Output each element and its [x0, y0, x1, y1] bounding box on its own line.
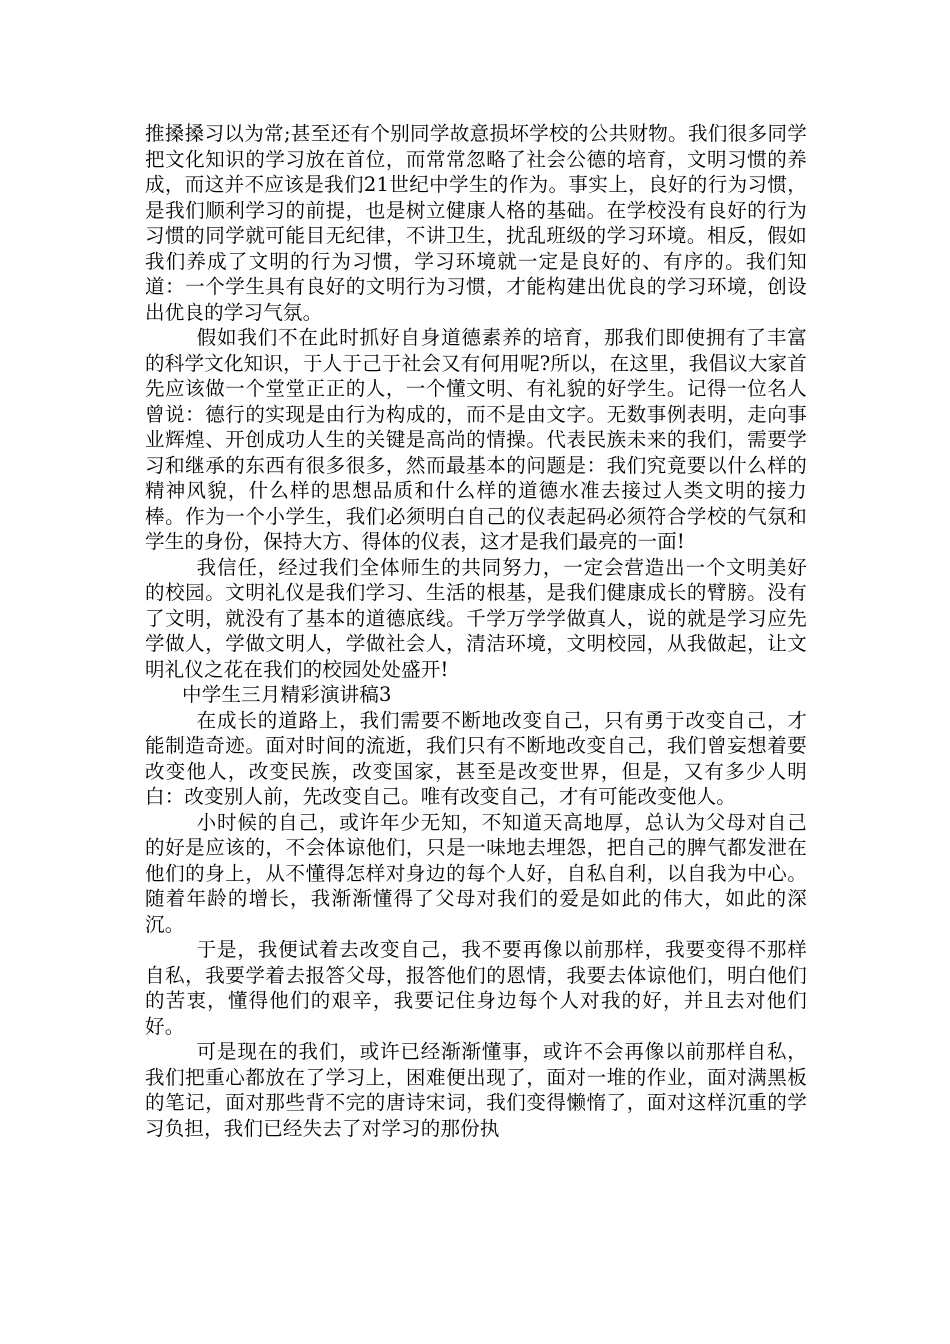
paragraph-2: 假如我们不在此时抓好自身道德素养的培育，那我们即使拥有了丰富的科学文化知识，于人于己于社会又有何用呢?所以，在这里，我倡议大家首先应该做一个堂堂正正的人，一个懂文明、有礼貌的好学生。记得一位名人曾说：德行的实现是由行为构成的，而不是由文字。无数事例表明，走向事业辉煌、开创成功人生的关键是高尚的情操。代表民族未来的我们，需要学习和继承的东西有很多很多，然而最基本的问题是：我们究竟要以什么样的精神风貌，什么样的思想品质和什么样的道德水准去接过人类文明的接力棒。作为一个小学生，我们必须明白自己的仪表起码必须符合学校的气氛和学生的身份，保持大方、得体的仪表，这才是我们最亮的一面!: [145, 326, 807, 553]
paragraph-1: 推搡搡习以为常;甚至还有个别同学故意损坏学校的公共财物。我们很多同学把文化知识的学习放在首位，而常常忽略了社会公德的培育，文明习惯的养成，而这并不应该是我们21世纪中学生的作为。事实上，良好的行为习惯，是我们顺利学习的前提，也是树立健康人格的基础。在学校没有良好的行为习惯的同学就可能目无纪律，不讲卫生，扰乱班级的学习环境。相反，假如我们养成了文明的行为习惯，学习环境就一定是良好的、有序的。我们知道：一个学生具有良好的文明行为习惯，才能构建出优良的学习环境，创设出优良的学习气氛。: [145, 122, 807, 324]
paragraph-4: 在成长的道路上，我们需要不断地改变自己，只有勇于改变自己，才能制造奇迹。面对时间的流逝，我们只有不断地改变自己，我们曾妄想着要改变他人，改变民族，改变国家，甚至是改变世界，但是，又有多少人明白：改变别人前，先改变自己。唯有改变自己，才有可能改变他人。: [145, 708, 807, 808]
paragraph-5: 小时候的自己，或许年少无知，不知道天高地厚，总认为父母对自己的好是应该的，不会体谅他们，只是一味地去埋怨，把自己的脾气都发泄在他们的身上，从不懂得怎样对身边的每个人好，自私自利，以自我为中心。随着年龄的增长，我渐渐懂得了父母对我们的爱是如此的伟大，如此的深沉。: [145, 810, 807, 936]
document-body: [145, 121, 807, 1141]
paragraph-6: 于是，我便试着去改变自己，我不要再像以前那样，我要变得不那样自私，我要学着去报答父母，报答他们的恩情，我要去体谅他们，明白他们的苦衷，懂得他们的艰辛，我要记住身边每个人对我的好，并且去对他们好。: [145, 938, 807, 1038]
section-heading: 中学生三月精彩演讲稿3: [182, 683, 392, 706]
paragraph-7: 可是现在的我们，或许已经渐渐懂事，或许不会再像以前那样自私，我们把重心都放在了学习上，困难便出现了，面对一堆的作业，面对满黑板的笔记，面对那些背不完的唐诗宋词，我们变得懒惰了，面对这样沉重的学习负担，我们已经失去了对学习的那份执: [145, 1040, 807, 1140]
paragraph-3: 我信任，经过我们全体师生的共同努力，一定会营造出一个文明美好的校园。文明礼仪是我们学习、生活的根基，是我们健康成长的臂膀。没有了文明，就没有了基本的道德底线。千学万学学做真人，说的就是学习应先学做人，学做文明人，学做社会人，清洁环境，文明校园，从我做起，让文明礼仪之花在我们的校园处处盛开!: [145, 555, 807, 681]
